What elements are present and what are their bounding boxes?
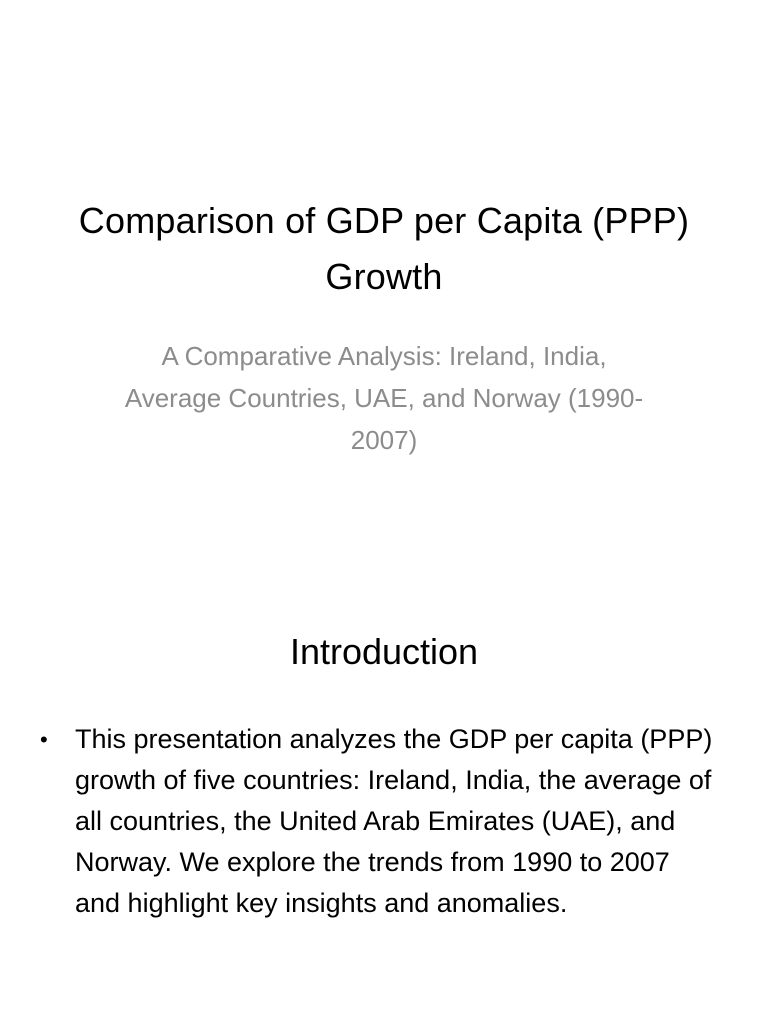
bullet-text: This presentation analyzes the GDP per capita (PPP) growth of five countries: Ireland, India, the average of all countries, the United Arab Emirates (UAE), and Norway. We explore the trends from 1990 to 2007 and highlight key insights and anomalies.	[75, 724, 713, 918]
bullet-dot-icon: •	[40, 727, 48, 752]
bullet-item	[40, 719, 720, 924]
slide-title: Comparison of GDP per Capita (PPP) Growth	[78, 200, 690, 297]
slide-subtitle: A Comparative Analysis: Ireland, India, Average Countries, UAE, and Norway (1990-2007)	[124, 341, 644, 455]
introduction-slide	[0, 576, 768, 1024]
bullet-list	[40, 719, 720, 924]
section-heading: Introduction	[289, 631, 479, 672]
